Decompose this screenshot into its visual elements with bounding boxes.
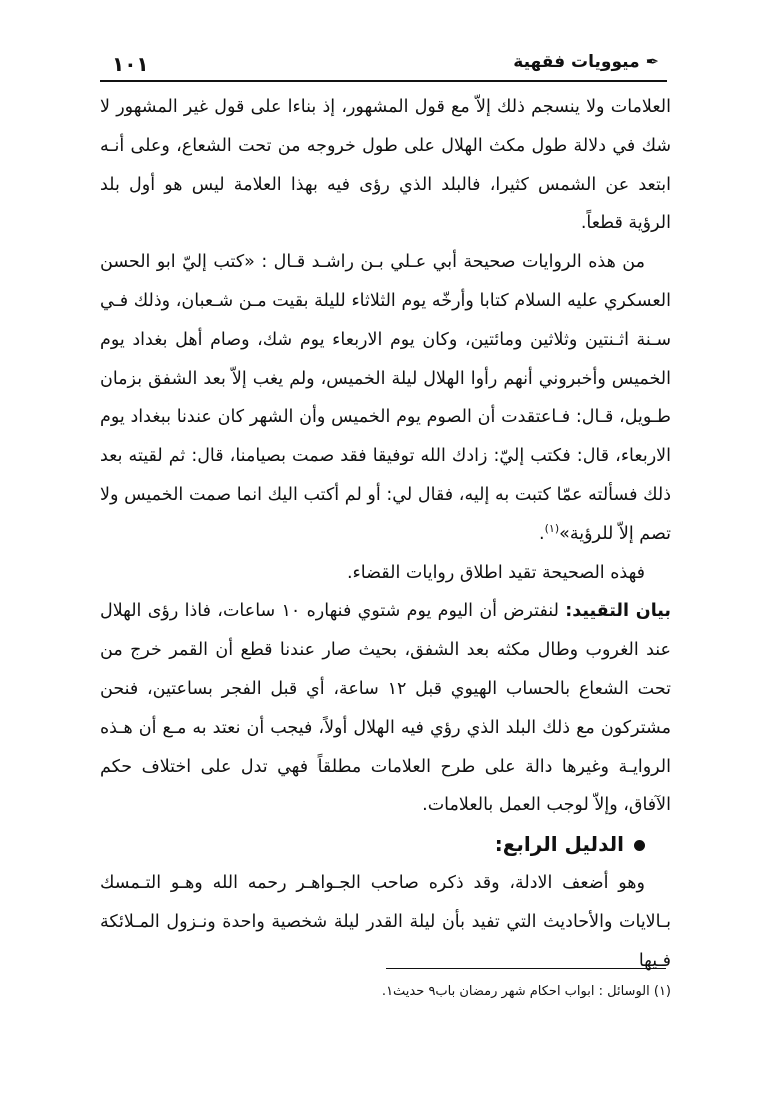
page-header <box>100 48 667 78</box>
header-rule <box>100 80 667 82</box>
paragraph-2 <box>100 243 671 553</box>
page-body <box>100 88 671 980</box>
page-number: ١٠١ <box>112 52 149 76</box>
paragraph-1: العلامات ولا ينسجم ذلك إلاّ مع قول المشهور، إذ بناءا على قول غير المشهور لا شك في دلالة طول مكث الهلال على طول خروجه من تحت الشعاع، وعلى أنـه ابتعد عن الشمس كثيرا، فالبلد الذي رؤى فيه بهذا العلامة ليس هو أول بلد الرؤية قطعاً. <box>100 97 671 234</box>
paragraph-4-text: لنفترض أن اليوم يوم شتوي فنهاره ١٠ ساعات، فاذا رؤى الهلال عند الغروب وطال مكثه بعد الشفق، بحيث صار عندنا قطع أن القمر خرج من تحت الشعاع بالحساب الهيوي قبل ١٢ ساعة، أي قبل الفجر بساعتين، فنحن مشتركون مع ذلك البلد الذي رؤي فيه الهلال أولاً، فيجب أن نعتد به مـع أن هـذه الروايـة وغيرها دالة على طرح العلامات مطلقاً فهي تدل على اختلاف حكم الآفاق، وإلاّ لوجب العمل بالعلامات. <box>100 601 671 816</box>
running-title <box>513 52 659 72</box>
paragraph-4-label: بيان التقييد: <box>565 601 672 622</box>
paragraph-4 <box>100 592 671 825</box>
section-heading <box>100 825 671 864</box>
paragraph-2-text: من هذه الروايات صحيحة أبي عـلي بـن راشـد قـال : «كتب إليّ ابو الحسن العسكري عليه السلام كتابا وأرخّه يوم الثلاثاء لليلة بقيت مـن شـعبان، وذلك فـي سـنة اثـنتين وثلاثين ومائتين، وكان يوم الاربعاء يوم شك، وصام أهل بغداد يوم الخميس وأخبروني أنهم رأوا الهلال ليلة الخميس، ولم يغب إلاّ بعد الشفق بزمان طـويل، قـال: فـاعتقدت أن الصوم يوم الخميس وأن الشهر كان عندنا ببغداد يوم الاربعاء، قال: فكتب إليّ: زادك الله توفيقا فقد صمت بصيامنا، قال: ثم لقيته بعد ذلك فسألته عمّا كتبت به إليه، فقال لي: أو لم أكتب اليك انما صمت الخميس ولا تصم إلاّ للرؤية» <box>100 252 671 544</box>
footnote-reference[interactable]: (١) <box>544 521 560 535</box>
bullet-icon <box>634 840 645 851</box>
paragraph-5: وهو أضعف الادلة، وقد ذكره صاحب الجـواهـر رحمه الله وهـو التـمسك بـالايات والأحاديث التي تفيد بأن ليلة القدر ليلة شخصية واحدة ونـزول المـلائكة فـيها <box>100 872 671 971</box>
paragraph-2-end: . <box>539 523 545 544</box>
footnote: (١) الوسائل : ابواب احكام شهر رمضان باب٩ حديث١. <box>381 984 671 999</box>
footnote-rule <box>386 968 666 969</box>
running-title-text: ميوويات فقهية <box>513 52 640 72</box>
paragraph-3: فهذه الصحيحة تقيد اطلاق روايات القضاء. <box>346 562 645 583</box>
section-heading-text: الدليل الرابع: <box>494 832 624 857</box>
quill-ornament-icon: ✒ <box>645 52 659 71</box>
